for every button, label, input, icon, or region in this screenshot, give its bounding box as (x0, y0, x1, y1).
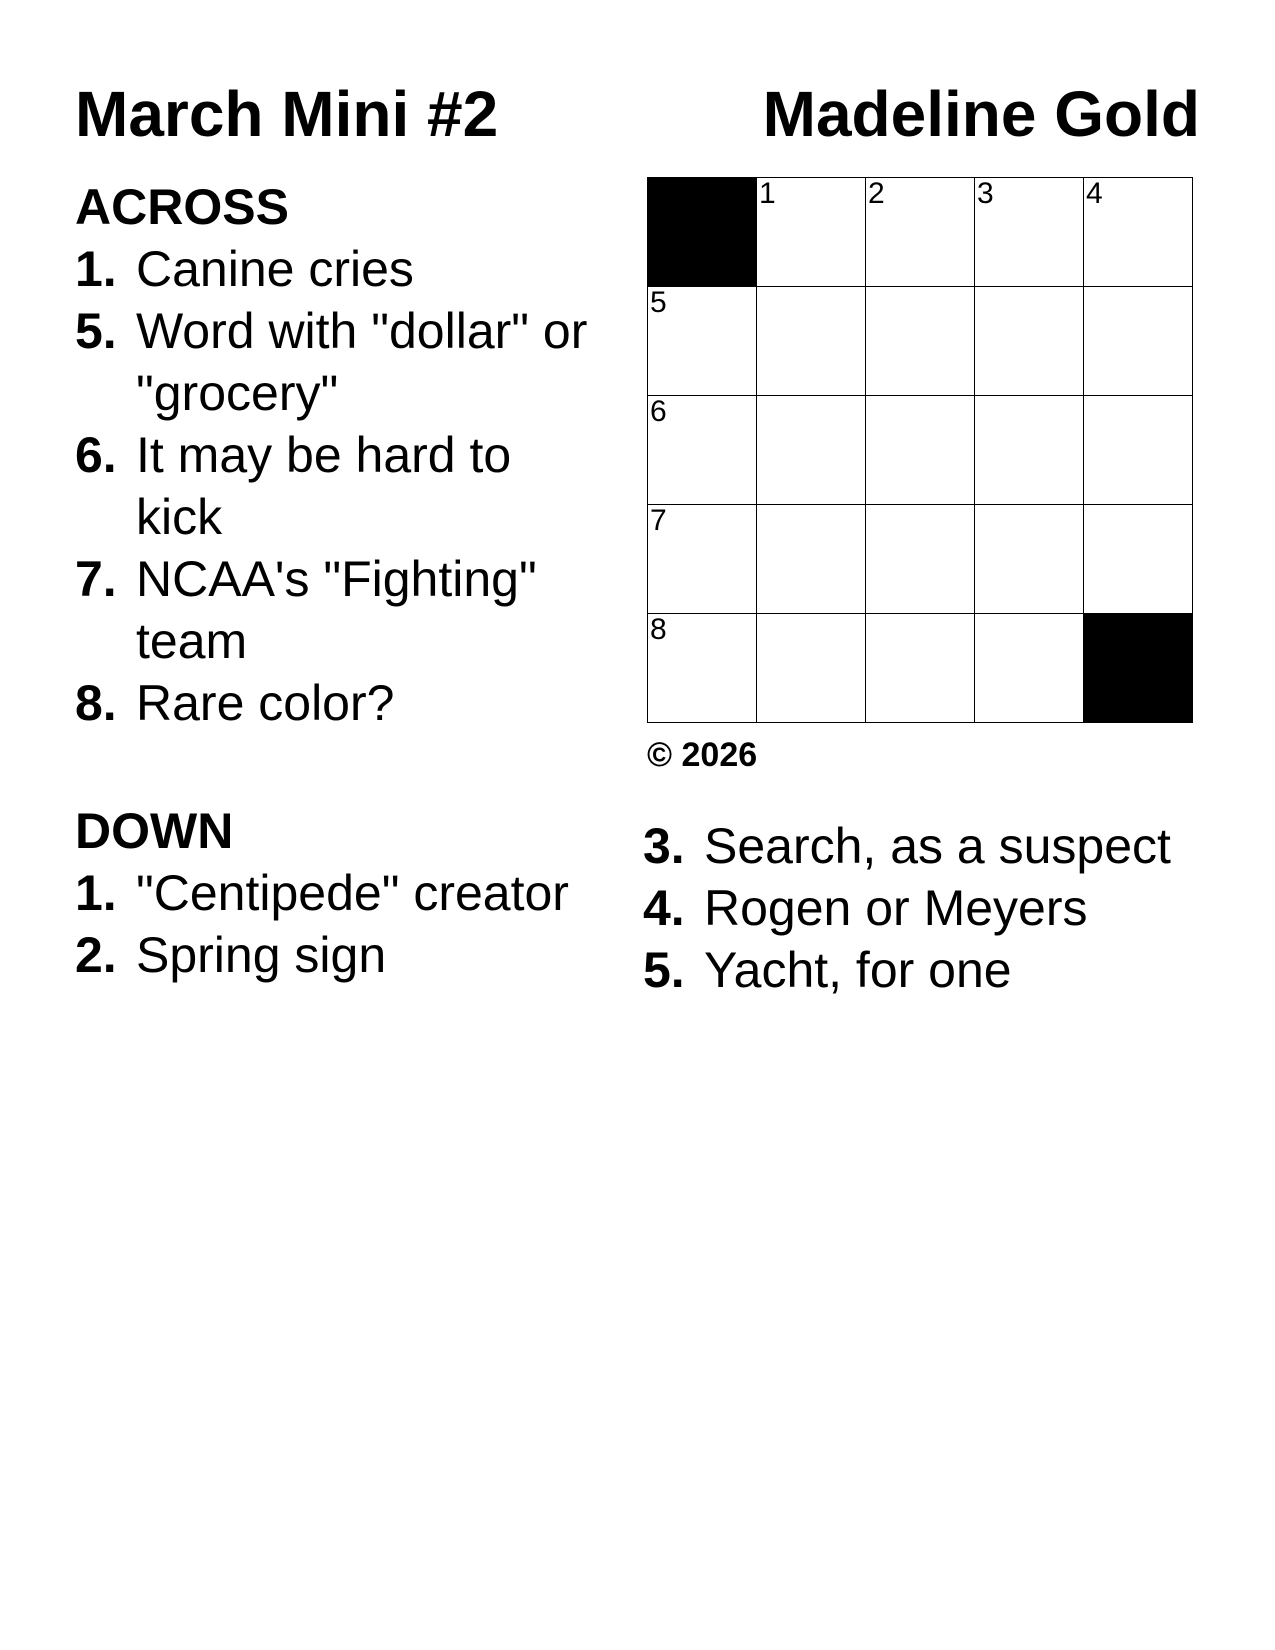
clue-number: 4. (643, 880, 685, 936)
grid-row (648, 614, 1193, 723)
clue-number: 1. (75, 241, 117, 297)
grid-cell[interactable] (648, 287, 757, 396)
clue-number: 8. (75, 675, 117, 731)
grid-cell[interactable] (757, 614, 866, 723)
grid-cell[interactable] (975, 614, 1084, 723)
grid-row (648, 396, 1193, 505)
grid-cell[interactable] (757, 287, 866, 396)
black-square (648, 178, 757, 287)
down-clue-list-right (643, 815, 1203, 1001)
clue-text: Word with "dollar" or "grocery" (136, 303, 588, 421)
cell-number: 2 (868, 177, 885, 210)
clue-text: NCAA's "Fighting" team (136, 551, 537, 669)
grid-cell[interactable] (648, 396, 757, 505)
clue-number: 1. (75, 865, 117, 921)
grid-cell[interactable] (866, 614, 975, 723)
grid-row (648, 178, 1193, 287)
clue-text: Search, as a suspect (704, 818, 1171, 874)
clue-text: It may be hard to kick (136, 427, 512, 545)
grid-cell[interactable] (975, 505, 1084, 614)
grid-cell[interactable] (866, 287, 975, 396)
clue-number: 5. (643, 942, 685, 998)
grid-cell[interactable] (1084, 396, 1193, 505)
across-clue (75, 300, 595, 424)
clue-number: 2. (75, 927, 117, 983)
across-clue-list (75, 238, 595, 734)
puzzle-title: March Mini #2 (75, 78, 499, 150)
clue-number: 6. (75, 427, 117, 483)
grid-cell[interactable] (975, 178, 1084, 287)
clue-number: 7. (75, 551, 117, 607)
grid-cell[interactable] (757, 396, 866, 505)
cell-number: 4 (1086, 177, 1103, 210)
down-clue-list-left (75, 862, 635, 986)
across-clue (75, 672, 595, 734)
clue-text: Rogen or Meyers (704, 880, 1088, 936)
cell-number: 5 (650, 286, 667, 319)
author-name: Madeline Gold (762, 78, 1200, 150)
across-clue (75, 238, 595, 300)
across-heading: ACROSS (75, 179, 289, 235)
cell-number: 7 (650, 504, 667, 537)
crossword-grid (647, 177, 1193, 723)
across-clue (75, 424, 595, 548)
grid-row (648, 287, 1193, 396)
grid-cell[interactable] (866, 396, 975, 505)
grid-cell[interactable] (757, 178, 866, 287)
grid-cell[interactable] (648, 614, 757, 723)
cell-number: 3 (977, 177, 994, 210)
copyright-notice: © 2026 (647, 736, 758, 774)
grid-cell[interactable] (866, 505, 975, 614)
grid-cell[interactable] (975, 287, 1084, 396)
grid-cell[interactable] (648, 505, 757, 614)
clue-number: 5. (75, 303, 117, 359)
down-clue (75, 862, 635, 924)
grid-cell[interactable] (866, 178, 975, 287)
clue-text: Spring sign (136, 927, 387, 983)
grid-cell[interactable] (1084, 178, 1193, 287)
down-clue (75, 924, 635, 986)
clue-text: "Centipede" creator (136, 865, 569, 921)
down-clue (643, 815, 1203, 877)
clue-text: Rare color? (136, 675, 395, 731)
cell-number: 1 (759, 177, 776, 210)
down-heading: DOWN (75, 803, 234, 859)
grid-cell[interactable] (1084, 287, 1193, 396)
clue-text: Yacht, for one (704, 942, 1012, 998)
clue-text: Canine cries (136, 241, 414, 297)
cell-number: 8 (650, 613, 667, 646)
clue-number: 3. (643, 818, 685, 874)
grid-row (648, 505, 1193, 614)
black-square (1084, 614, 1193, 723)
grid-cell[interactable] (975, 396, 1084, 505)
cell-number: 6 (650, 395, 667, 428)
grid-cell[interactable] (757, 505, 866, 614)
grid-cell[interactable] (1084, 505, 1193, 614)
across-clue (75, 548, 595, 672)
down-clue (643, 877, 1203, 939)
down-clue (643, 939, 1203, 1001)
